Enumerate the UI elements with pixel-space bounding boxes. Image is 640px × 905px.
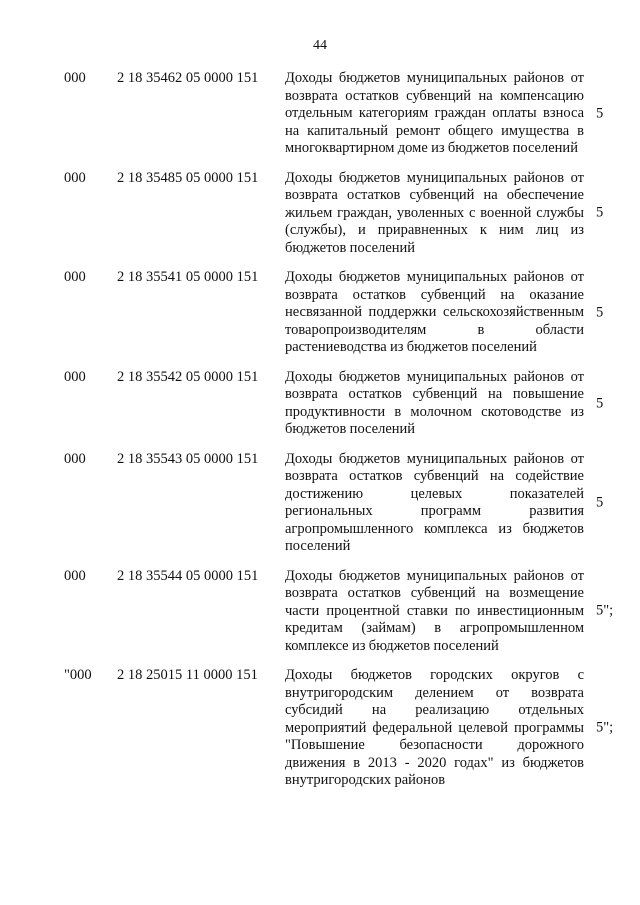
revenue-description: Доходы бюджетов муниципальных районов от возврата остатков субвенций на компенсацию отдельным категориям граждан оплаты взноса на капитальный ремонт общего имущества в многоквартирном доме из бюджетов поселений (285, 70, 584, 156)
norm-value: 5 (596, 394, 604, 411)
row-gap (0, 257, 640, 269)
budget-classification-code: 2 18 35485 05 0000 151 (117, 169, 259, 186)
admin-code: 000 (64, 567, 86, 584)
norm-value: 5 (596, 494, 604, 511)
table-row (0, 667, 640, 790)
table-row (0, 451, 640, 556)
table-row (0, 369, 640, 439)
norm-value: 5"; (596, 602, 614, 619)
table-row (0, 70, 640, 158)
admin-code: 000 (64, 70, 86, 86)
admin-code: 000 (64, 169, 86, 186)
revenue-description: Доходы бюджетов муниципальных районов от возврата остатков субвенций на содействие достижению целевых показателей региональных программ развития агропромышленного комплекса из бюджетов поселений (285, 450, 584, 554)
row-gap (0, 158, 640, 170)
norm-value: 5"; (596, 719, 614, 736)
revenue-code-table (0, 70, 640, 790)
table-row (0, 568, 640, 656)
table-row (0, 170, 640, 258)
revenue-description: Доходы бюджетов муниципальных районов от возврата остатков субвенций на возмещение части процентной ставки по инвестиционным кредитам (займам) в агропромышленном комплексе из бюджетов поселений (285, 567, 584, 654)
budget-classification-code: 2 18 35542 05 0000 151 (117, 368, 259, 385)
revenue-description: Доходы бюджетов муниципальных районов от возврата остатков субвенций на повышение продуктивности в молочном скотоводстве из бюджетов поселений (285, 368, 584, 437)
row-gap (0, 655, 640, 667)
admin-code: 000 (64, 368, 86, 385)
row-gap (0, 357, 640, 369)
norm-value: 5 (596, 304, 604, 320)
row-gap (0, 439, 640, 451)
budget-classification-code: 2 18 25015 11 0000 151 (117, 667, 258, 683)
admin-code: 000 (64, 450, 86, 467)
budget-classification-code: 2 18 35541 05 0000 151 (117, 269, 259, 285)
admin-code: "000 (64, 667, 92, 683)
budget-classification-code: 2 18 35543 05 0000 151 (117, 450, 259, 467)
revenue-description: Доходы бюджетов муниципальных районов от возврата остатков субвенций на обеспечение жильем граждан, уволенных с военной службы (службы), и приравненных к ним лиц из бюджетов поселений (285, 169, 584, 256)
norm-value: 5 (596, 105, 604, 121)
budget-classification-code: 2 18 35462 05 0000 151 (117, 70, 259, 86)
admin-code: 000 (64, 269, 86, 285)
table-row (0, 269, 640, 357)
revenue-description: Доходы бюджетов городских округов с внутригородским делением от возврата субсидий на реализацию отдельных мероприятий федеральной целевой программы "Повышение безопасности дорожного движения в 2013 - 2020 годах" из бюджетов внутригородских районов (285, 667, 584, 788)
budget-classification-code: 2 18 35544 05 0000 151 (117, 567, 259, 584)
revenue-description: Доходы бюджетов муниципальных районов от возврата остатков субвенций на оказание несвязанной поддержки сельскохозяйственным товаропроизводителям в области растениеводства из бюджетов поселений (285, 269, 584, 355)
row-gap (0, 556, 640, 568)
norm-value: 5 (596, 204, 604, 221)
page-number: 44 (313, 38, 327, 53)
